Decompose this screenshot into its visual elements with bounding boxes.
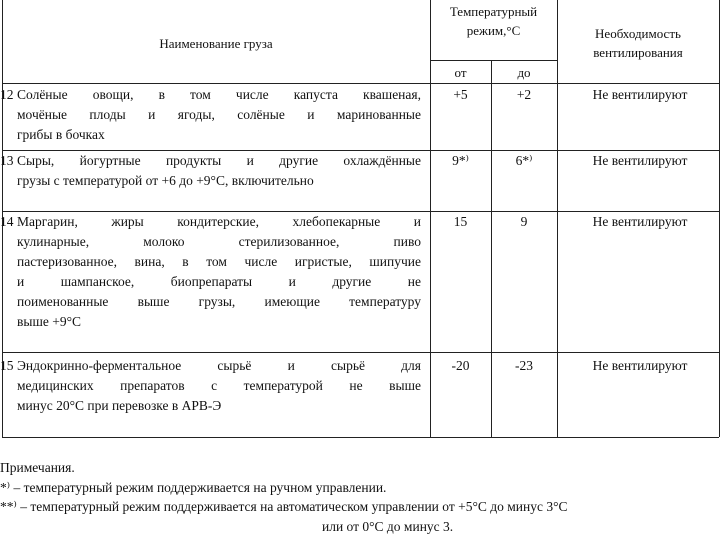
row-description-line: грузы с температурой от +6 до +9°С, включительно [17, 173, 314, 188]
temp-to: 6*⁾ [515, 153, 533, 168]
table-border-temp [557, 0, 558, 437]
row-description-line: мочёные плоды и ягоды, солёные и маринованные [17, 107, 421, 122]
note-2-text: – температурный режим поддерживается на автоматическом управлении от +5°С до минус 3°С [16, 499, 568, 514]
temp-from: -20 [451, 358, 470, 373]
row-description [17, 85, 421, 145]
row-divider-14 [2, 352, 719, 353]
row-description-line: Маргарин, жиры кондитерские, хлебопекарные и [17, 214, 421, 229]
row-description-line: минус 20°С при перевозке в АРВ-Э [17, 398, 222, 413]
row-description-line: поименованные выше грузы, имеющие температуру [17, 294, 421, 309]
header-cargo-name: Наименование груза [159, 36, 273, 51]
notes-title: Примечания. [0, 460, 75, 475]
temp-to: +2 [516, 87, 532, 102]
ventilation-value: Не вентилируют [592, 358, 688, 373]
temp-from: 15 [453, 214, 468, 229]
row-description-line: Солёные овощи, в том числе капуста квашеная, [17, 87, 421, 102]
row-number: 13 [0, 153, 14, 168]
note-2-mark: **⁾ [0, 499, 17, 514]
note-1-mark: *⁾ [0, 479, 11, 495]
note-1-text: – температурный режим поддерживается на ручном управлении. [10, 479, 387, 495]
row-number: 14 [0, 214, 14, 229]
header-temp-mode-line2: режим,°С [466, 23, 521, 38]
header-ventilation-line1: Необходимость [595, 26, 681, 41]
row-description-line: и шампанское, биопрепараты и другие не [17, 274, 421, 289]
row-description [17, 356, 421, 416]
table-bottom [2, 437, 719, 438]
note-1 [0, 478, 720, 498]
row-description-line: выше +9°С [17, 314, 81, 329]
row-number: 12 [0, 87, 14, 102]
row-description-line: Эндокринно-ферментальное сырьё и сырьё для [17, 358, 421, 373]
header-temp-mode [430, 2, 557, 40]
ventilation-value: Не вентилируют [592, 214, 688, 229]
row-description-line: кулинарные, молоко стерилизованное, пиво [17, 234, 421, 249]
row-description [17, 151, 421, 191]
header-ventilation-line2: вентилирования [593, 45, 683, 60]
table-border-temp-split [491, 60, 492, 437]
temp-from: +5 [453, 87, 468, 102]
row-divider-header [2, 83, 719, 84]
temp-to: -23 [515, 358, 533, 373]
row-description-line: пастеризованное, вина, в том числе игристые, шипучие [17, 254, 421, 269]
header-from: от [454, 65, 467, 80]
row-description-line: грибы в бочках [17, 127, 105, 142]
note-2 [0, 497, 720, 517]
row-description [17, 212, 421, 332]
ventilation-value: Не вентилируют [592, 87, 688, 102]
header-to: до [517, 65, 531, 80]
row-description-line: медицинских препаратов с температурой не выше [17, 378, 421, 393]
temp-to: 9 [520, 214, 528, 229]
row-description-line: Сыры, йогуртные продукты и другие охлаждённые [17, 153, 421, 168]
header-temp-divider [430, 60, 557, 61]
ventilation-value: Не вентилируют [592, 153, 688, 168]
row-number: 15 [0, 358, 14, 373]
header-ventilation [557, 24, 719, 62]
header-temp-mode-line1: Температурный [449, 4, 538, 19]
note-2-continuation: или от 0°С до минус 3. [322, 518, 454, 534]
notes [0, 458, 720, 536]
temp-from: 9*⁾ [452, 153, 469, 168]
